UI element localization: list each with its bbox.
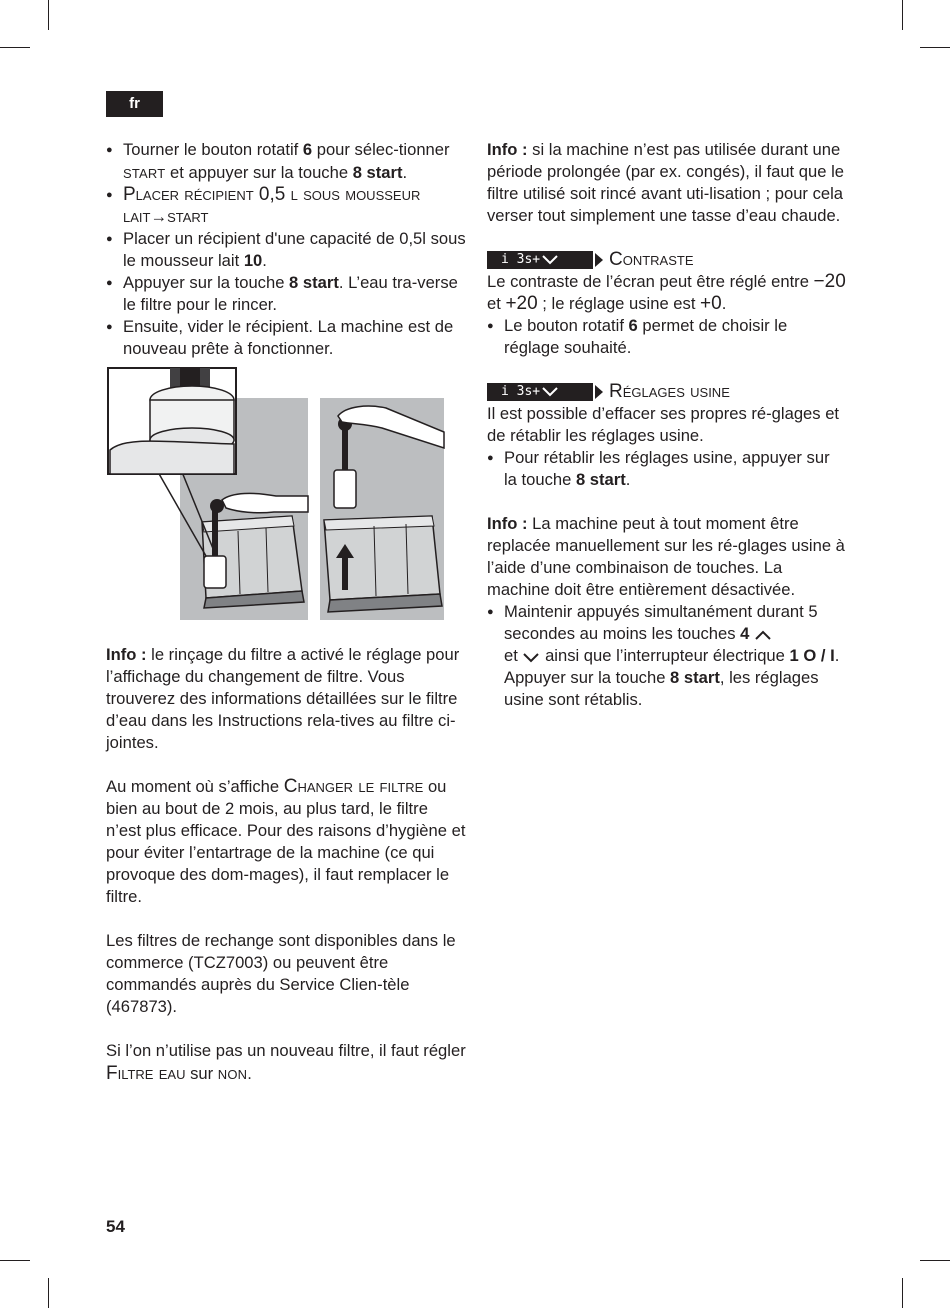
play-arrow-icon: [595, 385, 603, 399]
crop-mark: [920, 1260, 950, 1261]
factory-list: [487, 447, 847, 491]
list-item: ● Pour rétablir les réglages usine, appuyer sur la touche 8 start.: [487, 447, 847, 491]
contrast-heading: [487, 249, 847, 271]
info-paragraph: Info : le rinçage du filtre a activé le réglage pour l’affichage du changement de filtre. Vous trouverez des informations détaillées sur le filtre d’eau dans les Instructions rela-tives au filtre ci-jointes.: [106, 645, 460, 752]
illustration-svg: [106, 366, 446, 622]
chevron-down-icon: [542, 387, 558, 397]
instruction-list: [106, 139, 466, 360]
info-paragraph: Info : La machine peut à tout moment être replacée manuellement sur les ré-glages usine à l’aide d’une combinaison de touches. La machine doit être entièrement désactivée.: [487, 514, 845, 599]
factory-paragraph: Il est possible d’effacer ses propres ré-glages et de rétablir les réglages usine.: [487, 404, 840, 445]
chevron-down-icon: [522, 651, 540, 663]
list-item: ● Placer récipient 0,5 l sous mousseur lait→start: [106, 184, 466, 228]
list-item: ● Le bouton rotatif 6 permet de choisir le réglage souhaité.: [487, 315, 847, 359]
section-title: Réglages usine: [609, 381, 730, 402]
page-number: 54: [106, 1217, 125, 1236]
left-column: [106, 139, 466, 1085]
no-filter-paragraph: Si l’on n’utilise pas un nouveau filtre, il faut régler Filtre eau sur non.: [106, 1041, 466, 1084]
filter-rinse-illustration: [106, 366, 446, 622]
play-arrow-icon: [595, 253, 603, 267]
section-title: Contraste: [609, 249, 694, 270]
crop-mark: [0, 1260, 30, 1261]
contrast-list: [487, 315, 847, 359]
crop-mark: [902, 0, 903, 30]
chevron-up-icon: [754, 629, 772, 641]
spare-filters-paragraph: Les filtres de rechange sont disponibles dans le commerce (TCZ7003) ou peuvent être commandés auprès du Service Clien-tèle (467873).: [106, 931, 456, 1016]
list-item: ● Tourner le bouton rotatif 6 pour sélec-tionner start et appuyer sur la touche 8 start.: [106, 139, 466, 184]
key-combo-badge: i 3s+: [487, 383, 593, 401]
chevron-down-icon: [542, 255, 558, 265]
contrast-paragraph: Le contraste de l’écran peut être réglé entre −20 et +20 ; le réglage usine est +0.: [487, 271, 846, 314]
filter-replace-paragraph: Au moment où s’affiche Changer le filtre ou bien au bout de 2 mois, au plus tard, le filtre n’est plus efficace. Pour des raisons d’hygiène et pour éviter l’entartrage de la machine (ce qui provoque des dom-mages), il faut remplacer le filtre.: [106, 776, 466, 906]
crop-mark: [48, 0, 49, 30]
list-item: ● Ensuite, vider le récipient. La machine est de nouveau prête à fonctionner.: [106, 316, 466, 360]
crop-mark: [0, 47, 30, 48]
info-paragraph: Info : si la machine n’est pas utilisée durant une période prolongée (par ex. congés), il faut que le filtre utilisé soit rincé avant uti-lisation ; pour cela verser tout simplement une tasse d’eau chaude.: [487, 140, 844, 225]
crop-mark: [920, 47, 950, 48]
reset-list: [487, 601, 847, 711]
list-item: ● Maintenir appuyés simultanément durant 5 secondes au moins les touches 4 et ainsi que l’interrupteur électrique 1 O / I. Appuyer sur la touche 8 start, les réglages usine sont rétablis.: [487, 601, 847, 711]
crop-mark: [48, 1278, 49, 1308]
key-combo-badge: i 3s+: [487, 251, 593, 269]
list-item: ● Appuyer sur la touche 8 start. L’eau tra-verse le filtre pour le rincer.: [106, 272, 466, 316]
factory-heading: [487, 381, 847, 403]
right-column: [487, 139, 847, 711]
crop-mark: [902, 1278, 903, 1308]
language-tab: fr: [106, 91, 163, 117]
list-item: ● Placer un récipient d'une capacité de 0,5l sous le mousseur lait 10.: [106, 228, 466, 272]
